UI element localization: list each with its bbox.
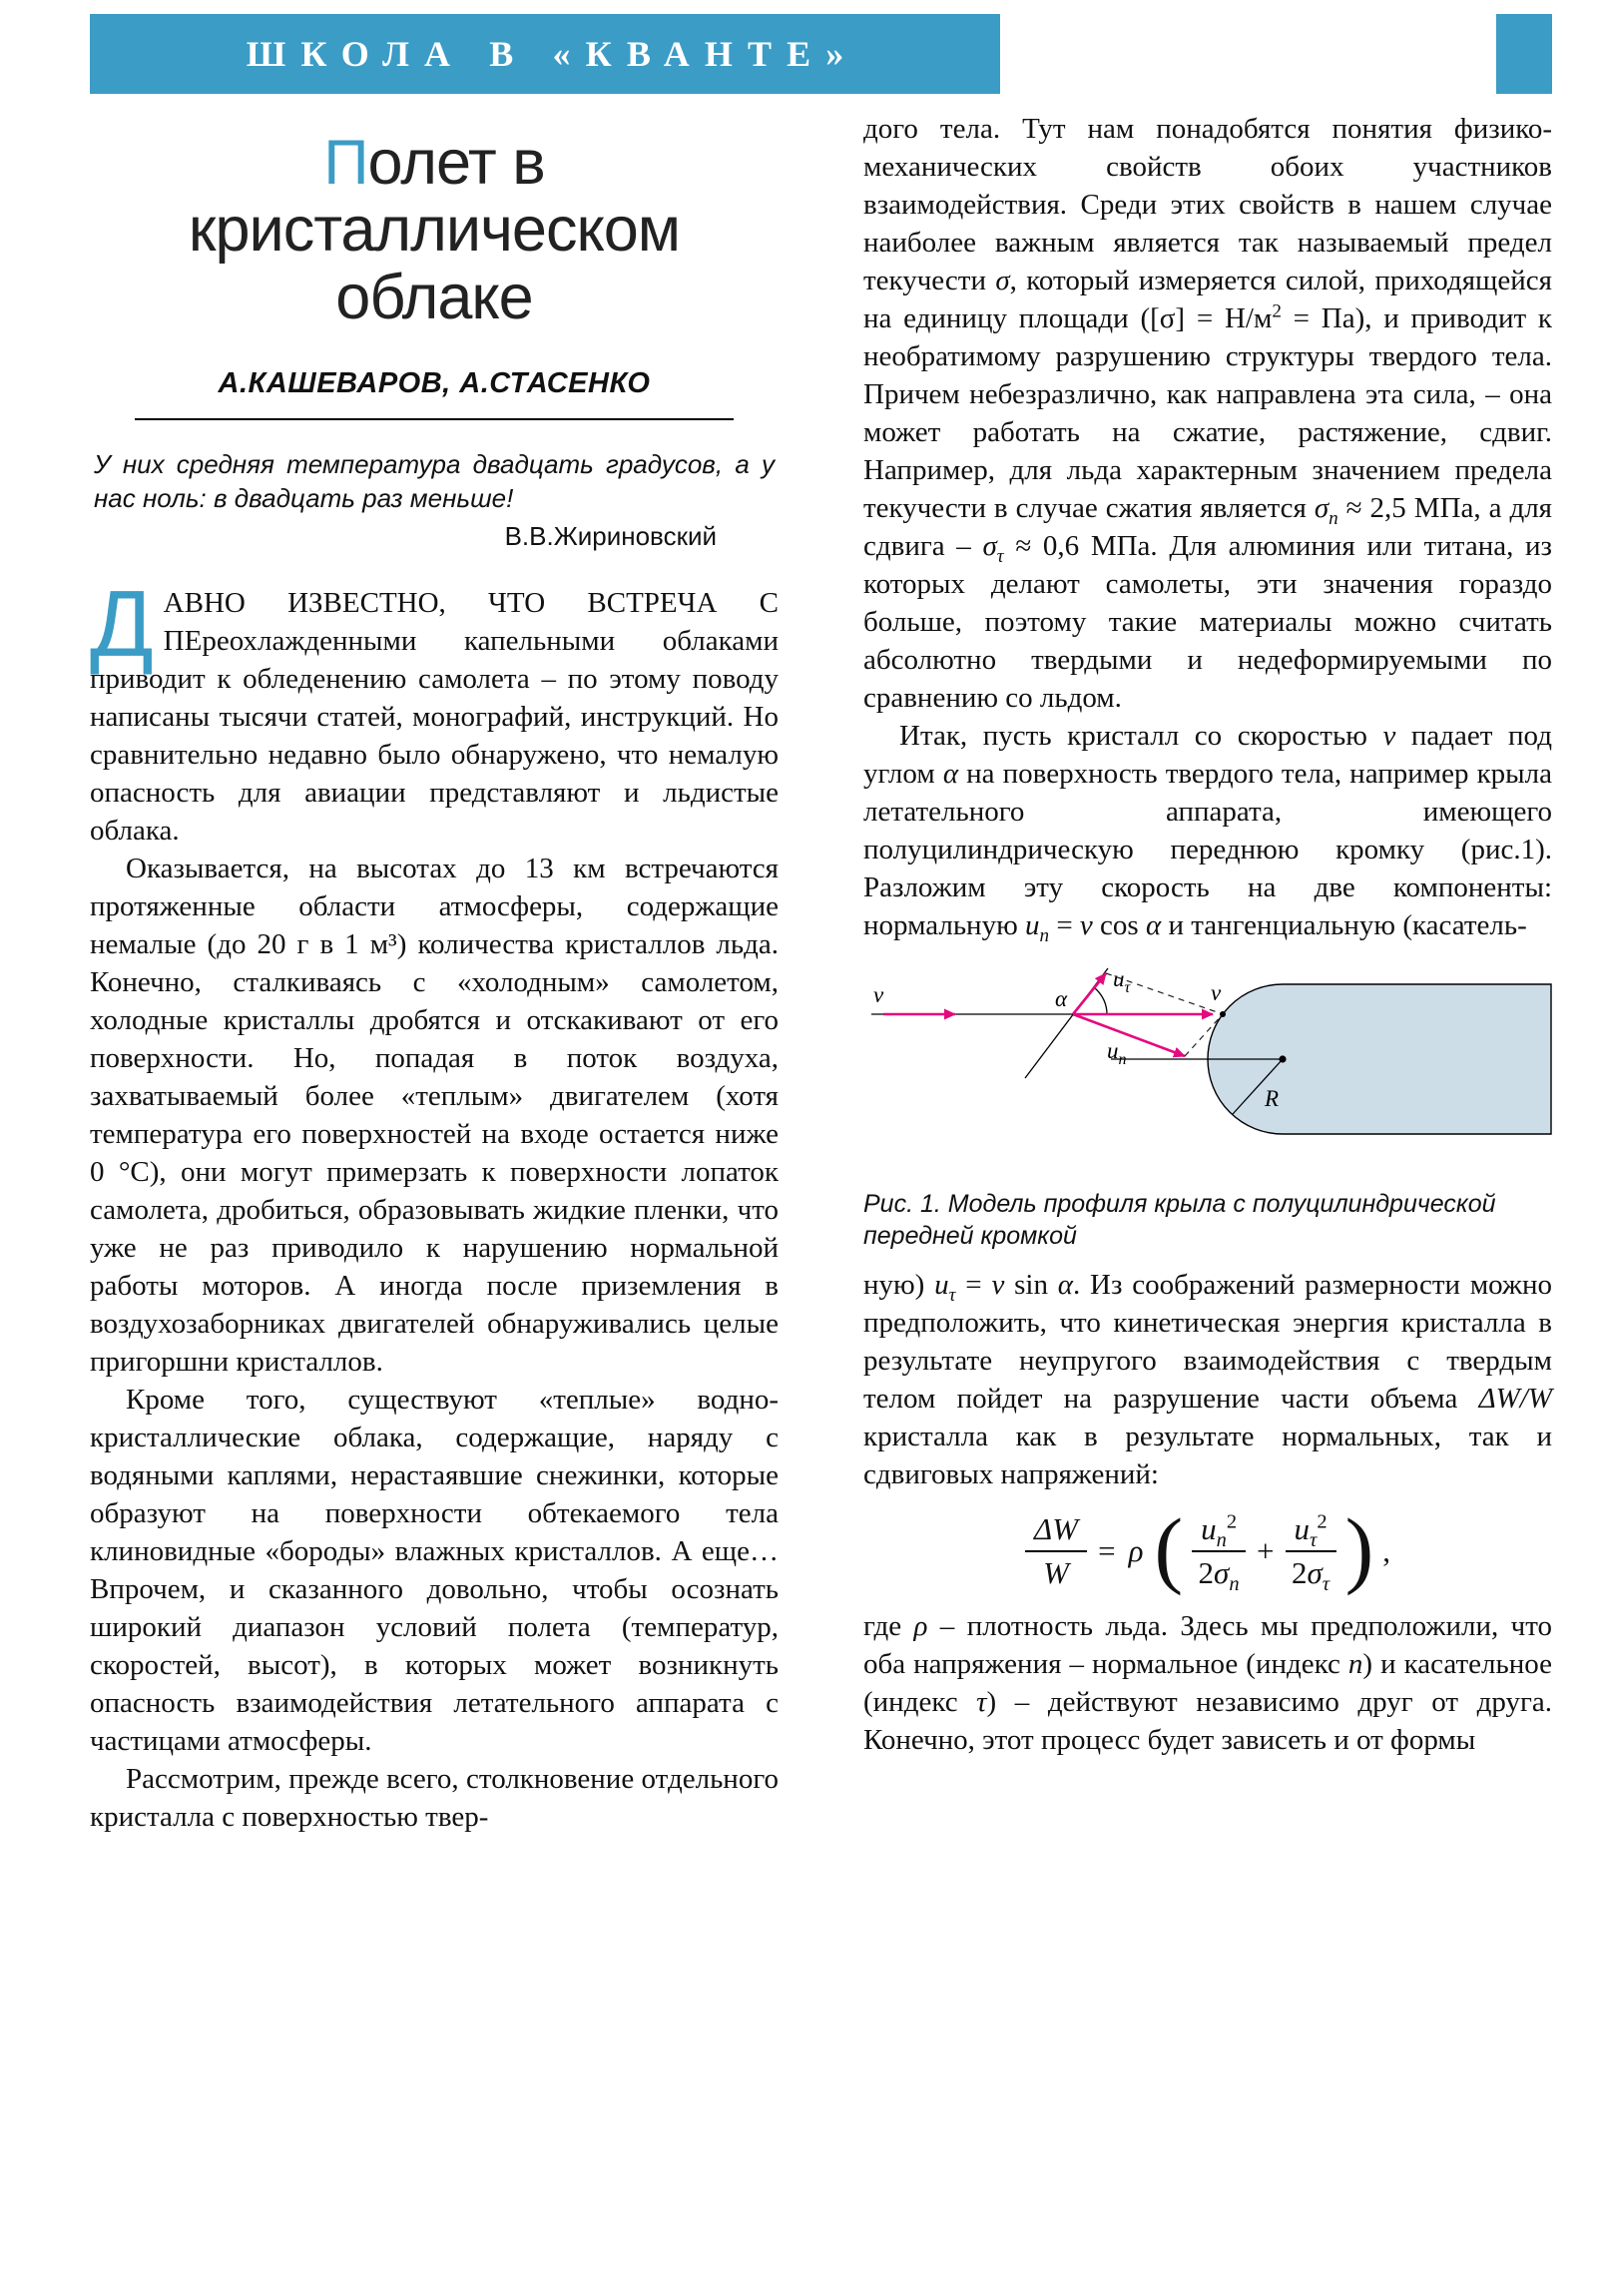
figure-caption: Рис. 1. Модель профиля крыла с полуцилиндрической передней кромкой bbox=[863, 1190, 1496, 1250]
text-segment: кристалла как в результате нормальных, так и сдвиговых напряжений: bbox=[863, 1421, 1552, 1490]
text-segment: ) – действуют независимо друг от друга. Конечно, этот процесс будет зависеть и от формы bbox=[863, 1686, 1553, 1756]
math-v: v bbox=[1079, 909, 1093, 941]
math-coefficient: 2 bbox=[1198, 1555, 1215, 1590]
math-subscript: n bbox=[1329, 507, 1338, 529]
rho-symbol: ρ bbox=[1128, 1533, 1144, 1568]
text-segment: падает под углом bbox=[863, 720, 1552, 790]
text-segment: дого тела. Тут нам понадобятся понятия физико-механических свойств обоих участников взаимодействия. Среди этих свойств в нашем случае наиболее важным является так называемый предел текучести bbox=[863, 113, 1552, 296]
epigraph-attribution: В.В.Жириновский bbox=[504, 520, 717, 551]
math-tau: τ bbox=[976, 1686, 987, 1718]
math-subscript: τ bbox=[1310, 1529, 1318, 1552]
text-segment: = Па), и приводит к необратимому разрушению структуры твердого тела. Причем небезразлично, как направлена эта сила, – она может работать на сжатие, растяжение, сдвиг. Например, для льда характерным значением предела текучести в случае сжатия является bbox=[863, 302, 1553, 524]
dropcap: Д bbox=[90, 570, 154, 676]
fraction-numerator bbox=[1192, 1511, 1246, 1552]
authors-rule bbox=[135, 367, 734, 420]
u-n-base: u bbox=[1107, 1038, 1119, 1063]
right-paragraph-3 bbox=[863, 1266, 1552, 1493]
v-in-label: v bbox=[873, 982, 884, 1007]
left-paragraph-2: Оказывается, на высотах до 13 км встречаются протяженные области атмосферы, содержащие немалые (до 20 г в 1 м³) количества кристаллов льда. Конечно, сталкиваясь с «холодным» самолетом, холодные кристаллы дробятся и отскакивают от его поверхности. Но, попадая в поток воздуха, захватываемый более «теплым» двигателем (хотя температура его поверхностей на входе остается ниже 0 °C), они могут примерзать к поверхности лопаток самолета, дробиться, образовывать жидкие пленки, что уже не раз приводило к нарушению нормальной работы моторов. А иногда после приземления в воздухозаборниках двигателей обнаруживались целые пригоршни кристаллов. bbox=[90, 852, 779, 1378]
math-alpha: α bbox=[1145, 909, 1162, 941]
fraction-numerator bbox=[1286, 1511, 1336, 1552]
u-n-sub: n bbox=[1118, 1051, 1127, 1068]
u-n-label bbox=[1107, 1038, 1127, 1068]
plus-sign: + bbox=[1257, 1533, 1275, 1568]
comma: , bbox=[1382, 1533, 1390, 1568]
text-segment: – плотность льда. Здесь мы предположили, что оба напряжения – нормальное (индекс bbox=[863, 1610, 1553, 1680]
fraction-tangential-term bbox=[1286, 1510, 1336, 1596]
math-sin: sin bbox=[1004, 1269, 1058, 1301]
math-subscript: n bbox=[1039, 924, 1050, 946]
fraction-denominator bbox=[1198, 1552, 1240, 1596]
right-paragraph-4 bbox=[863, 1607, 1552, 1759]
math-sigma: σ bbox=[1307, 1555, 1323, 1590]
math-subscript: τ bbox=[948, 1284, 956, 1306]
fraction-numerator: ΔW bbox=[1025, 1511, 1087, 1552]
math-superscript: 2 bbox=[1226, 1510, 1238, 1533]
math-sigma-tau: σ bbox=[982, 530, 997, 562]
math-n: n bbox=[1347, 1648, 1363, 1680]
math-equals: = bbox=[1049, 909, 1080, 941]
text-segment: ≈ 2,5 МПа, а для сдвига – bbox=[863, 492, 1553, 562]
math-u: u bbox=[1294, 1511, 1311, 1546]
right-paragraph-1 bbox=[863, 110, 1552, 717]
radius-label: R bbox=[1265, 1086, 1280, 1111]
title-initial-letter: П bbox=[323, 128, 368, 198]
math-v: v bbox=[991, 1269, 1005, 1301]
math-equals: = bbox=[955, 1269, 992, 1301]
section-title: ШКОЛА В «КВАНТЕ» bbox=[246, 34, 859, 74]
text-segment: где bbox=[863, 1610, 914, 1642]
title-text: олет в кристаллическом облаке bbox=[188, 128, 681, 332]
text-segment: , который измеряется силой, приходящейся на единицу площади ( bbox=[863, 265, 1552, 334]
math-delta-w-over-w: ΔW/W bbox=[1478, 1383, 1552, 1415]
u-n-arrow bbox=[1073, 1014, 1185, 1056]
alpha-label: α bbox=[1055, 986, 1068, 1011]
u-tau-sub: τ bbox=[1124, 979, 1131, 996]
math-rho: ρ bbox=[913, 1610, 928, 1642]
fraction-denominator: W bbox=[1043, 1555, 1069, 1590]
left-paragraph-1 bbox=[90, 570, 779, 850]
alpha-arc bbox=[1095, 988, 1107, 1014]
v-result-label: v bbox=[1211, 980, 1222, 1005]
text-segment: ную) bbox=[863, 1269, 935, 1301]
fraction-normal-term bbox=[1192, 1510, 1246, 1596]
section-header-band bbox=[90, 14, 1000, 94]
right-paragraph-2 bbox=[863, 717, 1552, 944]
math-u-tau: u bbox=[934, 1269, 949, 1301]
section-header bbox=[90, 14, 1552, 94]
math-subscript: τ bbox=[1322, 1573, 1331, 1596]
text-segment: на поверхность твердого тела, например крыла летательного аппарата, имеющего полуцилиндрическую переднюю кромку (рис.1). Разложим эту скорость на две компоненты: нормальную bbox=[863, 758, 1552, 941]
math-sigma-n: σ bbox=[1314, 492, 1330, 524]
left-column bbox=[90, 110, 779, 1836]
two-column-layout bbox=[90, 110, 1552, 1836]
text-segment: . Из соображений размерности можно предположить, что кинетическая энергия кристалла в результате неупругого взаимодействия с твердым телом пойдет на разрушение части объема bbox=[863, 1269, 1553, 1415]
math-sigma: σ bbox=[995, 265, 1010, 296]
math-subscript: n bbox=[1229, 1573, 1240, 1596]
math-subscript: n bbox=[1216, 1529, 1227, 1552]
text-segment: ≈ 0,6 МПа. Для алюминия или титана, из которых делают самолеты, эти значения гораздо больше, поэтому такие материалы можно считать абсолютно твердыми и недеформируемыми по сравнению со льдом. bbox=[863, 530, 1552, 714]
text-segment: Итак, пусть кристалл со скоростью bbox=[899, 720, 1383, 752]
right-column bbox=[863, 110, 1552, 1836]
text-segment: АВНО ИЗВЕСТНО, ЧТО ВСТРЕЧА С ПЕреохлажденными капельными облаками приводит к обледенению самолета – по этому поводу написаны тысячи статей, монографий, инструкций. Но сравнительно недавно было обнаружено, что немалую опасность для авиации представляют и льдистые облака. bbox=[90, 586, 779, 847]
fraction-lhs bbox=[1025, 1511, 1087, 1591]
header-corner-block bbox=[1496, 14, 1552, 94]
left-paragraph-4: Рассмотрим, прежде всего, столкновение отдельного кристалла с поверхностью твер- bbox=[90, 1762, 779, 1833]
figure-1 bbox=[863, 964, 1552, 1252]
math-superscript: 2 bbox=[1317, 1510, 1328, 1533]
math-unit: [σ] = Н/м bbox=[1150, 302, 1273, 334]
epigraph bbox=[94, 448, 775, 553]
math-u: u bbox=[1201, 1511, 1217, 1546]
figure-1-diagram bbox=[863, 964, 1552, 1174]
text-segment: ) и касательное (индекс bbox=[863, 1648, 1552, 1718]
math-alpha: α bbox=[1057, 1269, 1073, 1301]
impact-dot bbox=[1220, 1011, 1226, 1017]
epigraph-quote: У них средняя температура двадцать градусов, а у нас ноль: в двадцать раз меньше! bbox=[94, 449, 775, 514]
equals-sign: = bbox=[1098, 1533, 1116, 1568]
math-v: v bbox=[1382, 720, 1396, 752]
math-sigma: σ bbox=[1214, 1555, 1230, 1590]
fraction-denominator bbox=[1291, 1552, 1331, 1596]
math-cos: cos bbox=[1092, 909, 1146, 941]
authors-names: А.КАШЕВАРОВ, А.СТАСЕНКО bbox=[218, 367, 651, 400]
text-segment: и тангенциальную (касатель- bbox=[1161, 909, 1527, 941]
math-coefficient: 2 bbox=[1291, 1555, 1308, 1590]
u-tau-base: u bbox=[1113, 966, 1125, 991]
math-alpha: α bbox=[942, 758, 959, 790]
displayed-formula: $\frac{\Delta W}{W}$ = ρ ( $\frac{u_n^2}{2\sigma_n}$ + $\frac{u_\tau^2}{2\sigma_\tau}$ ) , bbox=[863, 1511, 1552, 1591]
left-paragraph-3: Кроме того, существуют «теплые» водно-кристаллические облака, содержащие, наряду с водяными каплями, нерастаявшие снежинки, которые образуют на поверхности обтекаемого тела клиновидные «бороды» влажных кристаллов. А еще… Впрочем, и сказанного довольно, чтобы осознать широкий диапазон условий полета (температур, скоростей, высот), в которых может возникнуть опасность взаимодействия летательного аппарата с частицами атмосферы. bbox=[90, 1383, 779, 1757]
math-superscript: 2 bbox=[1272, 300, 1282, 322]
article-title bbox=[118, 130, 751, 331]
math-subscript: τ bbox=[996, 545, 1004, 567]
math-u-n: u bbox=[1025, 909, 1040, 941]
